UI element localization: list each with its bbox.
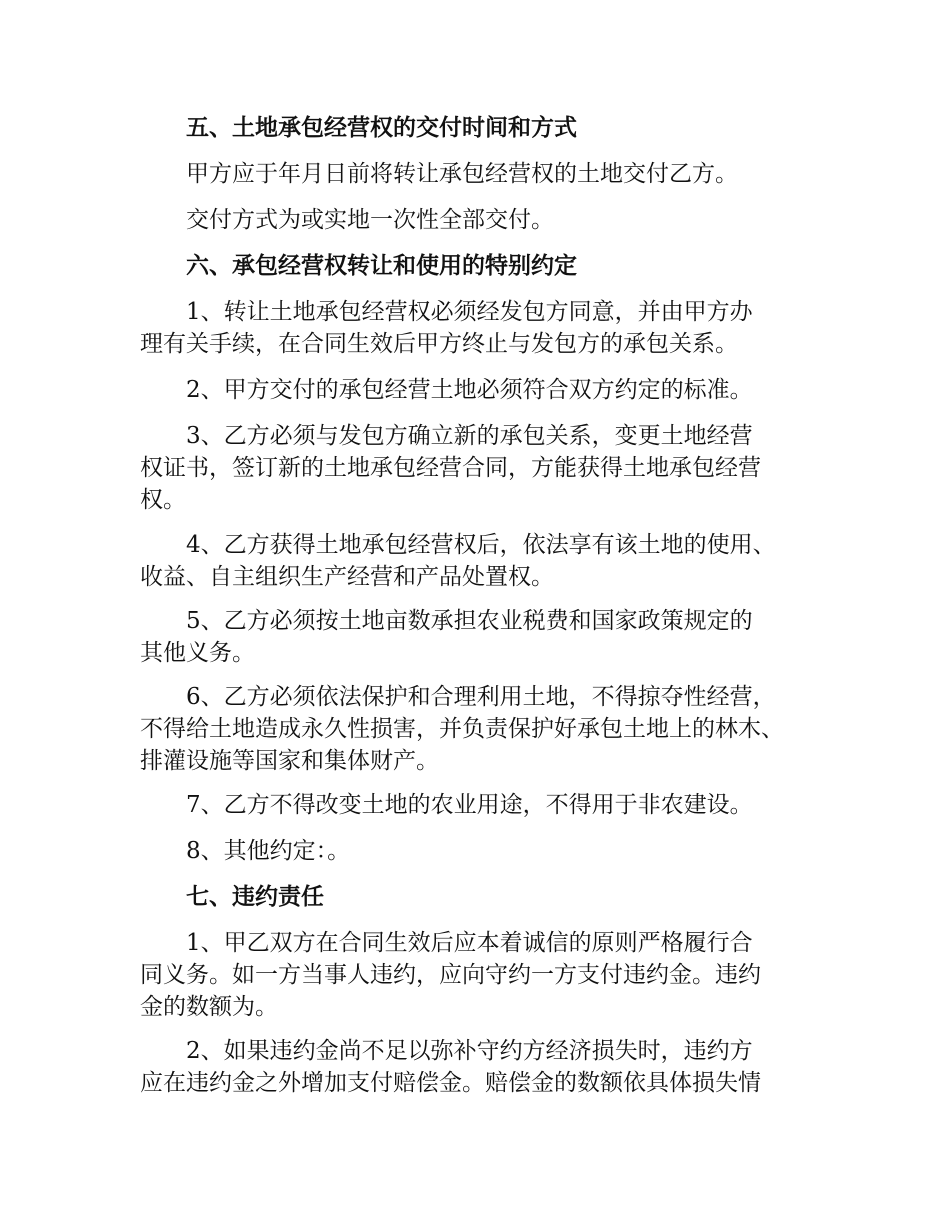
section-heading-7: 七、违约责任 — [140, 884, 324, 910]
section-heading-6: 六、承包经营权转让和使用的特别约定 — [140, 253, 577, 279]
paragraph: 交付方式为或实地一次性全部交付。 — [140, 207, 554, 233]
section-heading-5: 五、土地承包经营权的交付时间和方式 — [140, 115, 577, 141]
paragraph: 2、甲方交付的承包经营土地必须符合双方约定的标准。 — [140, 377, 753, 403]
paragraph: 8、其他约定：。 — [140, 838, 351, 864]
paragraph: 5、乙方必须按土地亩数承担农业税费和国家政策规定的 其他义务。 — [140, 608, 753, 666]
paragraph: 3、乙方必须与发包方确立新的承包关系，变更土地经营 权证书，签订新的土地承包经营合同，方能获得土地承包经营 权。 — [140, 423, 761, 513]
paragraph: 2、如果违约金尚不足以弥补守约方经济损失时，违约方 应在违约金之外增加支付赔偿金。赔偿金的数额依具体损失情 — [140, 1038, 761, 1096]
paragraph: 4、乙方获得土地承包经营权后，依法享有该土地的使用、 收益、自主组织生产经营和产品处置权。 — [140, 532, 776, 590]
paragraph: 1、转让土地承包经营权必须经发包方同意，并由甲方办 理有关手续，在合同生效后甲方终止与发包方的承包关系。 — [140, 299, 753, 357]
paragraph: 甲方应于年月日前将转让承包经营权的土地交付乙方。 — [140, 161, 738, 187]
paragraph: 6、乙方必须依法保护和合理利用土地，不得掠夺性经营， 不得给土地造成永久性损害，并负责保护好承包土地上的林木、 排灌设施等国家和集体财产。 — [140, 684, 784, 774]
paragraph: 7、乙方不得改变土地的农业用途，不得用于非农建设。 — [140, 792, 753, 818]
paragraph: 1、甲乙双方在合同生效后应本着诚信的原则严格履行合 同义务。如一方当事人违约，应向守约一方支付违约金。违约 金的数额为。 — [140, 930, 761, 1020]
